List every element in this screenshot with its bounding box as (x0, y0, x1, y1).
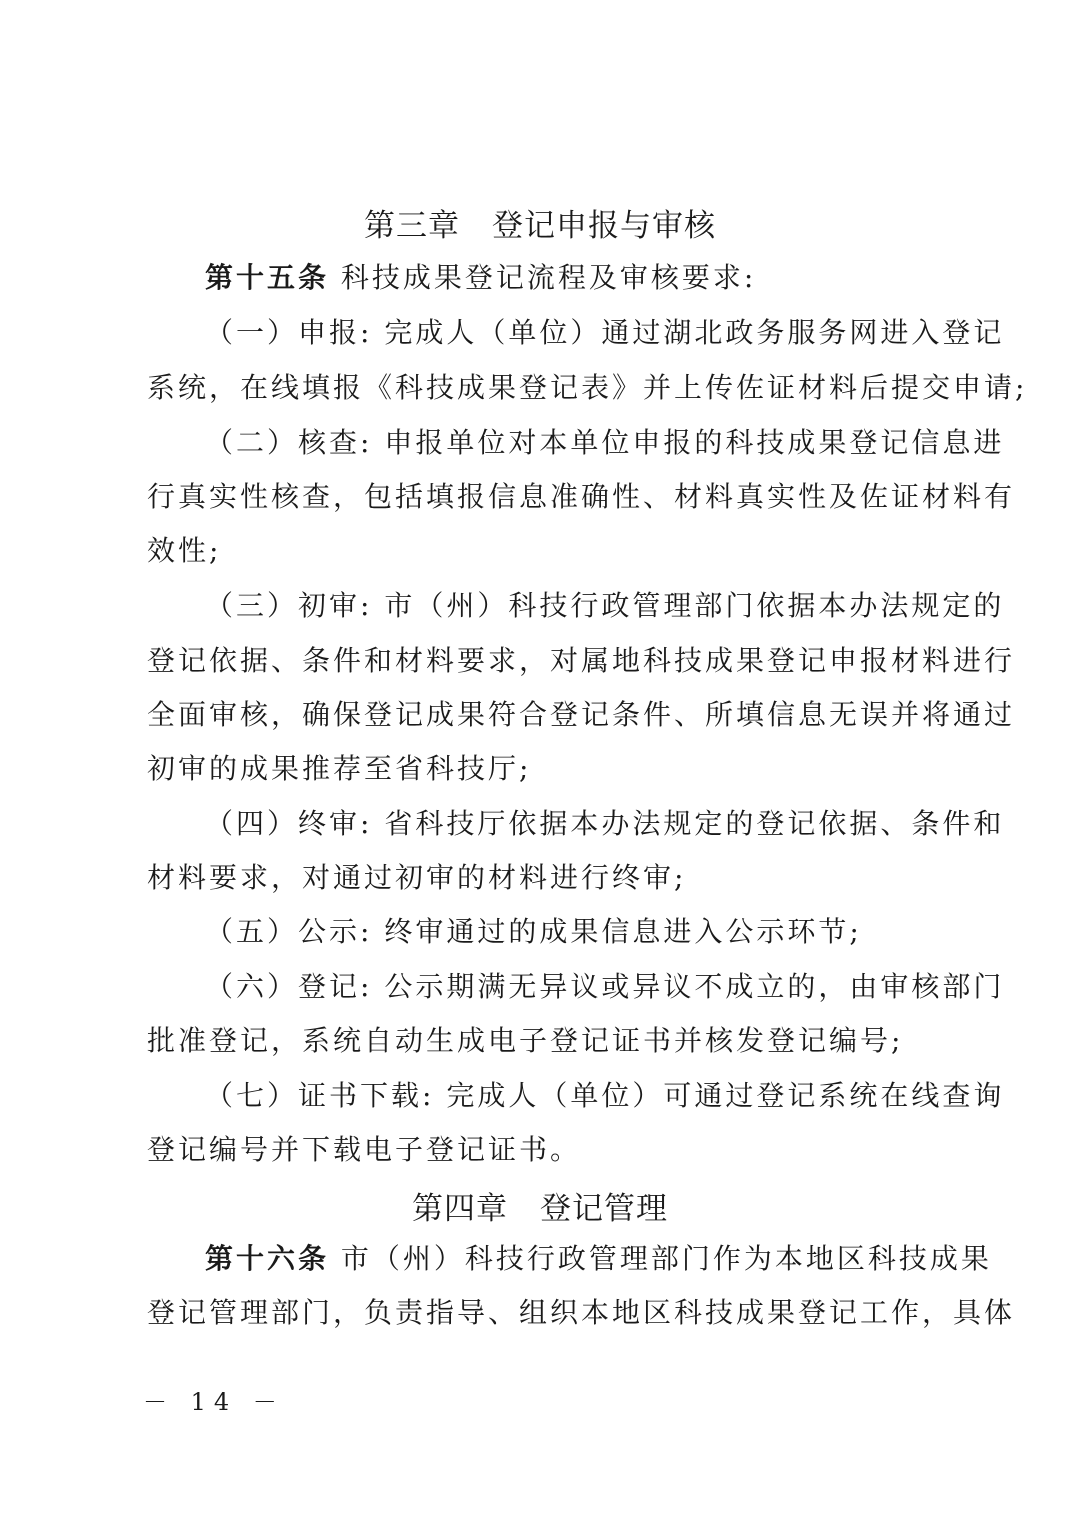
article-16-text-1: 市（州）科技行政管理部门作为本地区科技成果 (340, 1242, 992, 1275)
item-4-label: （四）终审: (205, 807, 373, 840)
item-7-line-2: 登记编号并下载电子登记证书。 (147, 1133, 582, 1166)
article-16-heading: 第十六条 (205, 1242, 330, 1275)
item-2-line-1 (205, 423, 1005, 463)
item-3-text-1: 市（州）科技行政管理部门依据本办法规定的 (384, 589, 1005, 622)
item-2-line-3: 效性; (147, 534, 222, 567)
item-4-line-2: 材料要求，对通过初审的材料进行终审; (147, 861, 687, 894)
item-6-text-1: 公示期满无异议或异议不成立的，由审核部门 (384, 970, 1005, 1003)
item-2-label: （二）核查: (205, 426, 373, 459)
item-3-line-2: 登记依据、条件和材料要求，对属地科技成果登记申报材料进行 (147, 644, 1016, 677)
item-1-text-1: 完成人（单位）通过湖北政务服务网进入登记 (384, 316, 1005, 349)
item-3-label: （三）初审: (205, 589, 373, 622)
item-5-label: （五）公示: (205, 915, 373, 948)
article-15-intro-line (205, 258, 947, 298)
item-3-line-3: 全面审核，确保登记成果符合登记条件、所填信息无误并将通过 (147, 698, 1016, 731)
article-16-line-1 (205, 1239, 992, 1279)
item-6-label: （六）登记: (205, 970, 373, 1003)
article-16-line-2: 登记管理部门，负责指导、组织本地区科技成果登记工作，具体 (147, 1296, 1016, 1329)
item-1-line-2: 系统，在线填报《科技成果登记表》并上传佐证材料后提交申请; (147, 371, 1028, 404)
item-1-label: （一）申报: (205, 316, 373, 349)
page-number: － 14 － (143, 1388, 285, 1416)
item-7-label: （七）证书下载: (205, 1079, 435, 1112)
item-5-line-1 (205, 912, 947, 952)
item-4-line-1 (205, 804, 1005, 844)
article-15-intro: 科技成果登记流程及审核要求: (340, 261, 757, 294)
item-1-line-1 (205, 313, 1005, 353)
item-3-line-4: 初审的成果推荐至省科技厅; (147, 752, 532, 785)
item-3-line-1 (205, 586, 1005, 626)
item-5-text-1: 终审通过的成果信息进入公示环节; (384, 915, 862, 948)
item-6-line-2: 批准登记，系统自动生成电子登记证书并核发登记编号; (147, 1024, 904, 1057)
item-4-text-1: 省科技厅依据本办法规定的登记依据、条件和 (384, 807, 1005, 840)
chapter-3-title: 第三章 登记申报与审核 (364, 208, 716, 244)
item-7-text-1: 完成人（单位）可通过登记系统在线查询 (446, 1079, 1005, 1112)
item-6-line-1 (205, 967, 1005, 1007)
item-2-text-1: 申报单位对本单位申报的科技成果登记信息进 (384, 426, 1005, 459)
article-15-heading: 第十五条 (205, 261, 330, 294)
item-7-line-1 (205, 1076, 1005, 1116)
item-2-line-2: 行真实性核查，包括填报信息准确性、材料真实性及佐证材料有 (147, 480, 1016, 513)
chapter-4-title: 第四章 登记管理 (412, 1191, 668, 1227)
